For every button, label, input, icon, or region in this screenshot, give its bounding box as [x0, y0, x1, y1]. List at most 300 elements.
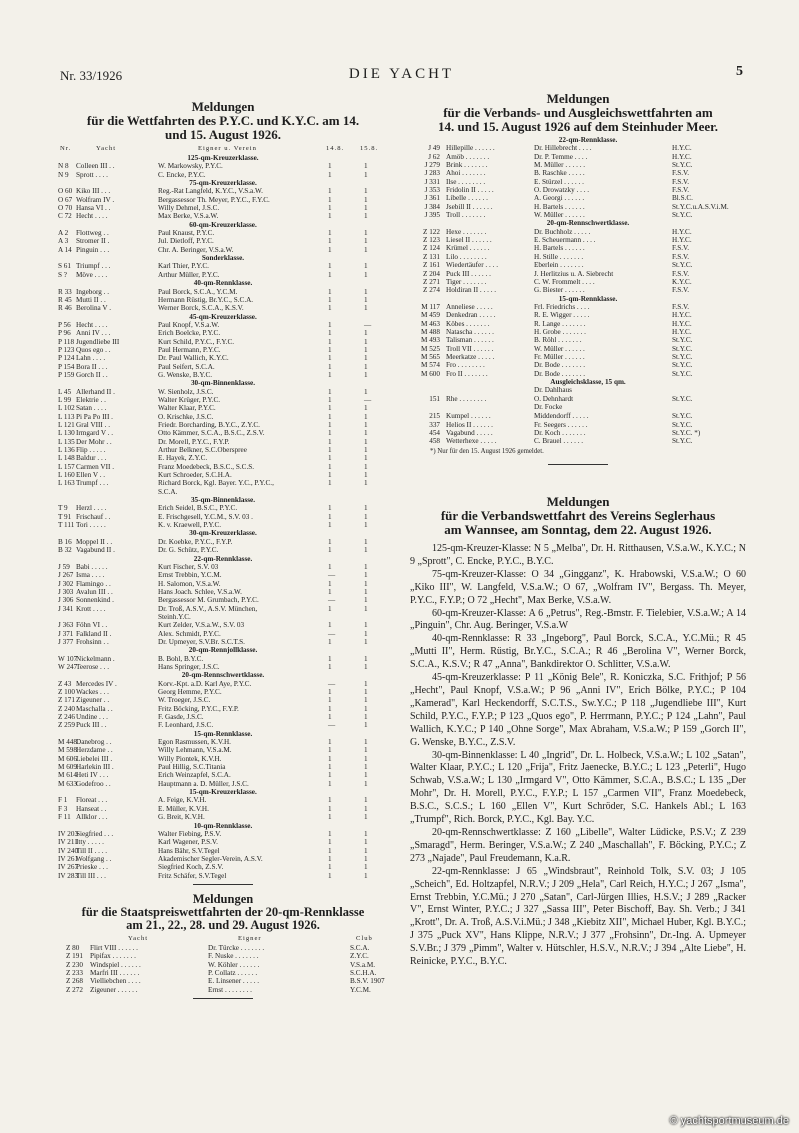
- class-heading: 20-qm-Rennjollklasse.: [188, 646, 258, 655]
- table-row: [58, 688, 388, 696]
- yacht-name: Mercedes IV .: [76, 679, 117, 688]
- entry-day2: 1: [364, 229, 368, 238]
- owner: Dr. Dahlhaus: [534, 386, 572, 395]
- entry-day2: 1: [364, 212, 368, 221]
- club: F.S.V.: [672, 302, 690, 311]
- yacht-name: Hillepille . . . . . .: [446, 144, 495, 153]
- sail-number: L 157: [58, 462, 75, 471]
- table-row: [410, 429, 746, 437]
- entry-day2: 1: [364, 546, 368, 555]
- staatspreis-header: [58, 934, 388, 944]
- yacht-name: Danebrog . .: [76, 738, 112, 747]
- class-heading: 75-qm-Kreuzerklasse.: [189, 179, 257, 188]
- owner: A. Georgi . . . . . .: [534, 194, 585, 203]
- owner-club: Hans Joach. Schlee, V.S.a.W.: [158, 587, 242, 596]
- sail-number: M 609: [58, 763, 77, 772]
- sail-number: M 117: [421, 302, 440, 311]
- yacht-name: Lilo . . . . . . . .: [446, 252, 487, 261]
- yacht-name: Zigeuner . . . . . .: [90, 985, 138, 994]
- sail-number: T 111: [58, 521, 75, 530]
- table-row: [410, 228, 746, 236]
- sail-number: J 303: [58, 587, 74, 596]
- owner-club: F. Leonhard, J.S.C.: [158, 721, 214, 730]
- yacht-name: Helios II . . . . . .: [446, 420, 493, 429]
- club: V.S.a.M.: [350, 960, 376, 969]
- sail-number: Z 240: [58, 704, 75, 713]
- entry-day1: 1: [328, 537, 332, 546]
- yacht-name: Vagabund . . . . .: [446, 429, 493, 437]
- entry-day1: 1: [328, 504, 332, 513]
- entry-day2: 1: [364, 771, 368, 780]
- entry-day1: 1: [328, 237, 332, 246]
- sail-number: L 45: [58, 387, 72, 396]
- club: S.C.H.A.: [350, 968, 377, 977]
- yacht-name: Flamingo . .: [76, 579, 111, 588]
- sail-number: M 459: [421, 311, 440, 320]
- yacht-name: Till III . . .: [76, 871, 106, 880]
- owner: R. E. Wigger . . . . .: [534, 311, 590, 320]
- sail-number: J 395: [424, 211, 440, 220]
- entry-day2: 1: [364, 204, 368, 213]
- yacht-name: Triumpf . . .: [76, 262, 111, 271]
- sail-number: M 448: [58, 738, 77, 747]
- table-row: [58, 546, 388, 554]
- yacht-name: Heti IV . . .: [76, 771, 109, 780]
- club: Y.C.M.: [350, 985, 371, 994]
- entry-day2: 1: [364, 245, 368, 254]
- owner-club: Reg.-Rat Langfeld, K.Y.C., V.S.a.W.: [158, 187, 263, 196]
- table-row: [410, 328, 746, 336]
- owner-club: Siegfried Koch, Z.S.V.: [158, 863, 224, 872]
- yacht-name: Allerhand II .: [76, 387, 115, 396]
- yacht-name: Wolfram IV .: [76, 195, 115, 204]
- table-row: [58, 504, 388, 512]
- yacht-name: Falkland II .: [76, 629, 112, 638]
- entry-day1: 1: [328, 304, 332, 313]
- table-row: [58, 638, 388, 646]
- entry-day2: 1: [364, 412, 368, 421]
- owner-club: Dr. Koebke, P.Y.C., F.Y.P.: [158, 537, 233, 546]
- class-heading: Sonderklasse.: [201, 254, 245, 263]
- yacht-name: Krümel . . . . . .: [446, 244, 490, 253]
- sail-number: L 130: [58, 429, 75, 438]
- class-heading: 10-qm-Rennklasse.: [193, 821, 253, 830]
- table-row: [58, 396, 388, 404]
- page-header: [60, 64, 743, 84]
- entry-day2: 1: [364, 813, 368, 822]
- table-row: [58, 196, 388, 204]
- table-row: [58, 479, 388, 487]
- sail-number: A 2: [58, 229, 69, 238]
- table-row: [58, 404, 388, 412]
- table-row: [58, 813, 388, 821]
- entry-day1: 1: [328, 320, 332, 329]
- owner-club: W. Troeger, J.S.C.: [158, 696, 211, 705]
- sail-number: J 377: [58, 637, 74, 646]
- table-row: [58, 413, 388, 421]
- entry-day1: 1: [328, 421, 332, 429]
- owner: Fr. Müller . . . . . .: [534, 352, 585, 361]
- yacht-name: Zigeuner . .: [76, 696, 110, 705]
- entry-day1: —: [328, 679, 336, 688]
- yacht-name: Krott . . . .: [76, 604, 106, 613]
- owner: O. Dehnhardt: [534, 394, 574, 403]
- sail-number: M 598: [58, 746, 77, 755]
- table-row: [58, 187, 388, 195]
- sail-number: Z 122: [423, 227, 440, 236]
- entry-day2: 1: [364, 596, 368, 605]
- yacht-name: Ellen V . .: [76, 471, 106, 480]
- table-row: [58, 847, 388, 855]
- sail-number: J 302: [58, 579, 74, 588]
- yacht-name: Hansa VI . .: [76, 204, 111, 213]
- entries-table: [58, 154, 388, 880]
- owner: E. Stürzel . . . . . .: [534, 177, 584, 186]
- club: St.Y.C.: [672, 420, 693, 429]
- entry-day2: 1: [364, 170, 368, 179]
- entry-day1: 1: [328, 621, 332, 630]
- table-row: [58, 204, 388, 212]
- table-row: [58, 346, 388, 354]
- entry-day2: 1: [364, 370, 368, 379]
- owner-club: Dr. G. Schütz, P.Y.C.: [158, 546, 219, 555]
- entry-day1: 1: [328, 746, 332, 755]
- entry-day1: 1: [328, 262, 332, 271]
- yacht-name: Libelle . . . . . .: [446, 194, 488, 203]
- entry-day2: 1: [364, 863, 368, 872]
- table-row: [58, 830, 388, 838]
- table-row: [410, 311, 746, 319]
- yacht-name: Gorch II . .: [76, 370, 108, 379]
- entry-day2: 1: [364, 629, 368, 638]
- table-row: [58, 705, 388, 713]
- yacht-name: Holdiran II . . . . .: [446, 286, 497, 295]
- entry-day2: 1: [364, 804, 368, 813]
- table-row: [58, 863, 388, 871]
- table-row: [410, 386, 746, 412]
- entry-day1: 1: [328, 370, 332, 379]
- table-row: [410, 345, 746, 353]
- sail-number: P 124: [58, 354, 75, 363]
- yacht-name: Babi . . . . .: [76, 562, 108, 571]
- ausgleich-table: [410, 412, 746, 445]
- yacht-name: Kiko III . . .: [76, 187, 111, 196]
- entry-day1: 1: [328, 329, 332, 338]
- entry-day2: 1: [364, 679, 368, 688]
- entry-day1: 1: [328, 429, 332, 438]
- owner-club: E. Hayek, Z.Y.C.: [158, 454, 208, 463]
- owner: Dr. Bode . . . . . . .: [534, 369, 586, 378]
- watermark: © yachtsportmuseum.de: [669, 1115, 789, 1127]
- divider: [548, 464, 608, 465]
- table-row: [410, 153, 746, 161]
- table-row: [410, 178, 746, 186]
- entry-day1: 1: [328, 763, 332, 772]
- club: B.S.V. 1907: [350, 977, 385, 986]
- table-row: [58, 969, 388, 977]
- class-heading: 125-qm-Kreuzerklasse.: [187, 154, 259, 162]
- sail-number: L 136: [58, 446, 75, 455]
- club: F.S.V.: [672, 177, 690, 186]
- owner-club: F. Gasde, J.S.C.: [158, 713, 204, 722]
- class-entry-paragraph: 60-qm-Kreuzer-Klasse: A 6 „Petrus", Reg.-Bmstr. F. Tielebier, V.S.a.W.; A 14 „Pinguin", Chr. Aug. Beringer, V.S.a.W: [410, 607, 746, 632]
- sail-number: J 371: [58, 629, 74, 638]
- yacht-name: Baldur . . .: [76, 454, 107, 463]
- owner-club: Otto Kämmer, S.C.A., B.S.C., Z.S.V.: [158, 429, 265, 438]
- yacht-name: Godefroo . .: [76, 779, 111, 788]
- entry-day2: 1: [364, 237, 368, 246]
- entry-day1: 1: [328, 287, 332, 296]
- table-row: [58, 961, 388, 969]
- owner-club: E. Frischgesell, Y.C.M., S.V. 03 .: [158, 512, 253, 521]
- entry-day2: 1: [364, 562, 368, 571]
- entry-day1: —: [328, 721, 336, 730]
- table-row: [410, 253, 746, 261]
- entry-day1: 1: [328, 512, 332, 521]
- entry-day2: 1: [364, 746, 368, 755]
- entry-day1: 1: [328, 204, 332, 213]
- sail-number: Z 268: [66, 977, 83, 986]
- entry-day2: 1: [364, 871, 368, 880]
- table-row: [58, 438, 388, 446]
- entry-day1: 1: [328, 479, 332, 488]
- sail-number: R 45: [58, 295, 72, 304]
- yacht-name: Quos ego . .: [76, 345, 111, 354]
- sail-number: J 306: [58, 596, 74, 605]
- class-heading: 22-qm-Rennklasse.: [193, 554, 253, 563]
- entry-day2: 1: [364, 354, 368, 363]
- yacht-name: Trumpf . . .: [76, 479, 109, 488]
- sail-number: R 46: [58, 304, 72, 313]
- table-row: [410, 370, 746, 378]
- table-row: [58, 796, 388, 804]
- entry-day1: 1: [328, 345, 332, 354]
- right-column: [410, 92, 746, 969]
- owner-club: Egon Rasmussen, K.V.H.: [158, 738, 231, 747]
- entry-day2: 1: [364, 262, 368, 271]
- table-row: [410, 353, 746, 361]
- entry-day1: 1: [328, 829, 332, 838]
- entry-day1: 1: [328, 446, 332, 455]
- yacht-name: Nickelmann .: [76, 654, 115, 663]
- entry-day2: 1: [364, 654, 368, 663]
- entry-day1: 1: [328, 229, 332, 238]
- entry-day1: 1: [328, 212, 332, 221]
- entry-day1: 1: [328, 696, 332, 705]
- right-title: Meldungen für die Verbands- und Ausgleichswettfahrten am 14. und 15. August 1926 auf dem Steinhuder Meer.: [438, 91, 718, 134]
- table-row: [58, 763, 388, 771]
- table-row: [410, 320, 746, 328]
- table-row: [410, 244, 746, 252]
- yacht-name: Ingeborg . .: [76, 287, 110, 296]
- issue-number: Nr. 33/1926: [60, 68, 123, 83]
- club: St.Y.C.: [672, 352, 693, 361]
- table-row: [58, 721, 388, 729]
- staatspreis-table: [58, 944, 388, 994]
- owner-club: Richard Borck, Kgl. Bayer. Y.C., P.Y.C.,: [158, 479, 274, 488]
- yacht-name: Kumpel . . . . . .: [446, 412, 491, 421]
- owner: H. Bartels . . . . . .: [534, 244, 585, 253]
- sail-number: L 163: [58, 479, 75, 488]
- table-row: [58, 513, 388, 521]
- entry-day1: 1: [328, 546, 332, 555]
- owner: Frl. Friedrichs . . . .: [534, 302, 590, 311]
- yacht-name: Herzdame . .: [76, 746, 113, 755]
- entry-day1: 1: [328, 688, 332, 696]
- entry-day2: 1: [364, 421, 368, 429]
- entry-day1: 1: [328, 854, 332, 863]
- table-row: [58, 388, 388, 396]
- entry-day2: 1: [364, 512, 368, 521]
- club: F.S.V.: [672, 252, 690, 261]
- yacht-name: Elektrie . .: [76, 395, 106, 404]
- owner-club: Paul Knaust, P.Y.C.: [158, 229, 215, 238]
- sail-number: M 574: [421, 361, 440, 370]
- table-row: [58, 680, 388, 688]
- yacht-name: Siegfried . . .: [76, 829, 114, 838]
- class-heading: 20-qm-Rennschwertklasse.: [546, 219, 630, 228]
- entry-day1: 1: [328, 604, 332, 613]
- seglerhaus-title: Meldungen für die Verbandswettfahrt des Vereins Seglerhaus am Wannsee, am Sonntag, dem 22. August 1926.: [440, 494, 716, 538]
- club: F.S.V.: [672, 244, 690, 253]
- entry-day2: 1: [364, 187, 368, 196]
- entry-day2: 1: [364, 479, 368, 488]
- yacht-name: Puck III . .: [76, 721, 107, 730]
- sail-number: M 493: [421, 336, 440, 345]
- owner-club: Chr. A. Beringer, V.S.a.W.: [158, 245, 234, 254]
- yacht-name: Liebelei III .: [76, 754, 113, 763]
- entry-day2: 1: [364, 754, 368, 763]
- sail-number: P 96: [58, 329, 71, 338]
- owner-club: Hermann Rüstig, Br.Y.C., S.C.A.: [158, 295, 254, 304]
- owner-club: Walter Krüger, P.Y.C.: [158, 395, 221, 404]
- table-row: [58, 471, 388, 479]
- entry-day1: 1: [328, 704, 332, 713]
- sail-number: Z 204: [423, 269, 440, 278]
- sail-number: M 614: [58, 771, 77, 780]
- owner-club: Alex. Schmidt, P.Y.C.: [158, 629, 221, 638]
- yacht-name: Stromer II .: [76, 237, 110, 246]
- col-nr: Nr.: [60, 145, 72, 152]
- owner-club: E. Müller, K.V.H.: [158, 804, 209, 813]
- table-row: [410, 236, 746, 244]
- sail-number: J 59: [58, 562, 70, 571]
- table-row: [58, 580, 388, 588]
- yacht-name: Jugendliebe III: [76, 337, 120, 346]
- owner: Dr. Koch . . . . . . .: [534, 429, 586, 437]
- entry-day2: 1: [364, 571, 368, 580]
- owner-club: Hans Springer, J.S.C.: [158, 662, 220, 671]
- class-heading: 22-qm-Rennklasse.: [558, 136, 618, 144]
- table-row: [58, 713, 388, 721]
- table-row: [410, 261, 746, 269]
- table-row: [410, 336, 746, 344]
- owner: O. Drowatzky . . . .: [534, 186, 590, 195]
- entry-day1: 1: [328, 804, 332, 813]
- sail-number: M 488: [421, 327, 440, 336]
- table-row: [410, 303, 746, 311]
- sail-number: L 99: [58, 395, 72, 404]
- owner: Dr. Hillebrecht . . . .: [534, 144, 592, 153]
- owner: F. Nuske . . . . . . .: [208, 952, 259, 961]
- yacht-name: Lahn . . . .: [76, 354, 106, 363]
- owner-club: Paul Seifert, S.C.A.: [158, 362, 215, 371]
- sail-number: J 353: [424, 186, 440, 195]
- owner-club: Kurt Zelder, V.S.a.W., S.V. 03: [158, 621, 245, 630]
- owner-club: Kurt Schild, P.Y.C., F.Y.C.: [158, 337, 235, 346]
- table-row: [58, 354, 388, 362]
- sail-number: Z 233: [66, 968, 83, 977]
- table-row: [58, 262, 388, 270]
- owner-club: A. Feige, K.V.H.: [158, 796, 207, 805]
- yacht-name: Fro . . . . . . . .: [446, 361, 485, 370]
- class-entry-paragraph: 45-qm-Kreuzerklasse: P 11 „König Bele", R. Koniczka, S.C. Frithjof; P 56 „Hecht", Paul Knopf, V.S.a.W.; P 96 „Anni IV", Erich Bölke, P.Y.C.; P 104 „Kamerad", Karl Heckendorff, S.C.T.S., Sw.Y.C.; P 118 „Jugendliebe III", Kurt Schild, P.Y.C., F.Y.P.; P 123 „Quos ego", P. Herrmann, P.Y.C.; P 124 „Lahn", Paul Wallich, K.Y.C.; P 140 „Ohne Sorge", Max Abraham, V.S.a.W.; P 159 „Gorch II", G. Wenske, B.Y.C., Z.S.V.: [410, 672, 746, 748]
- entry-day2: 1: [364, 846, 368, 855]
- owner-club: Akademischer Segler-Verein, A.S.V.: [158, 854, 263, 863]
- entry-day2: 1: [364, 287, 368, 296]
- entry-day1: 1: [328, 587, 332, 596]
- table-row: [58, 338, 388, 346]
- entry-day1: 1: [328, 162, 332, 171]
- owner-club: Franz Moedebeck, B.S.C., S.C.S.: [158, 462, 255, 471]
- entry-day1: —: [328, 596, 336, 605]
- class-entry-paragraph: 125-qm-Kreuzer-Klasse: N 5 „Melba", Dr. H. Ritthausen, V.S.a.W., K.Y.C.; N 9 „Sprott", C. Encke, P.Y.C., B.Y.C.: [410, 543, 746, 567]
- owner-club: Paul Hillig, S.C.Titania: [158, 763, 226, 772]
- sail-number: Z 274: [423, 286, 440, 295]
- owner-club: Max Berke, V.S.a.W.: [158, 212, 219, 221]
- owner: H. Stille . . . . . . .: [534, 252, 584, 261]
- yacht-name: Brink . . . . . . .: [446, 161, 488, 170]
- entry-day1: 1: [328, 454, 332, 463]
- sail-number: 454: [429, 429, 440, 437]
- class-heading: 35-qm-Binnenklasse.: [190, 496, 256, 505]
- table-row: [58, 977, 388, 985]
- yacht-name: Floreat . . .: [76, 796, 108, 805]
- table-row: [58, 571, 388, 579]
- sail-number: IV 267: [58, 863, 79, 872]
- table-row: [58, 746, 388, 754]
- entry-day1: 1: [328, 471, 332, 480]
- sail-number: Z 100: [58, 688, 75, 696]
- owner-club: Korv.-Kpt. a.D. Karl Aye, P.Y.C.: [158, 679, 252, 688]
- table-row: [58, 944, 388, 952]
- yacht-name: Fridolin II . . . . .: [446, 186, 494, 195]
- owner-club: B. Bohl, B.Y.C.: [158, 654, 204, 663]
- club: St.Y.C.u.A.S.V.i.M.: [672, 202, 729, 211]
- owner: Dr. Focke: [534, 403, 563, 412]
- sail-number: B 16: [58, 537, 72, 546]
- yacht-name: Hecht . . . .: [76, 320, 108, 329]
- table-row: [58, 171, 388, 179]
- yacht-name: Pipifax . . . . . . .: [90, 952, 136, 961]
- yacht-name: Sonnenkind .: [76, 596, 114, 605]
- owner-club: Willy Lehmann, V.S.a.M.: [158, 746, 232, 755]
- club: St.Y.C.: [672, 437, 693, 446]
- club: St.Y.C.: [672, 161, 693, 170]
- sail-number: B 32: [58, 546, 72, 555]
- table-row: [410, 161, 746, 169]
- table-row: [410, 194, 746, 202]
- sail-number: T 91: [58, 512, 72, 521]
- sail-number: L 113: [58, 412, 75, 421]
- sail-number: J 283: [424, 169, 440, 178]
- club: F.S.V.: [672, 169, 690, 178]
- yacht-name: Tori . . . . .: [76, 521, 106, 530]
- sail-number: L 102: [58, 404, 75, 413]
- staatspreis-title: Meldungen für die Staatspreiswettfahrten der 20-qm-Rennklasse am 21., 22., 28. und 29. August 1926.: [81, 891, 365, 932]
- yacht-name: Troll VII . . . . . .: [446, 344, 494, 353]
- club: St.Y.C.: [672, 261, 693, 270]
